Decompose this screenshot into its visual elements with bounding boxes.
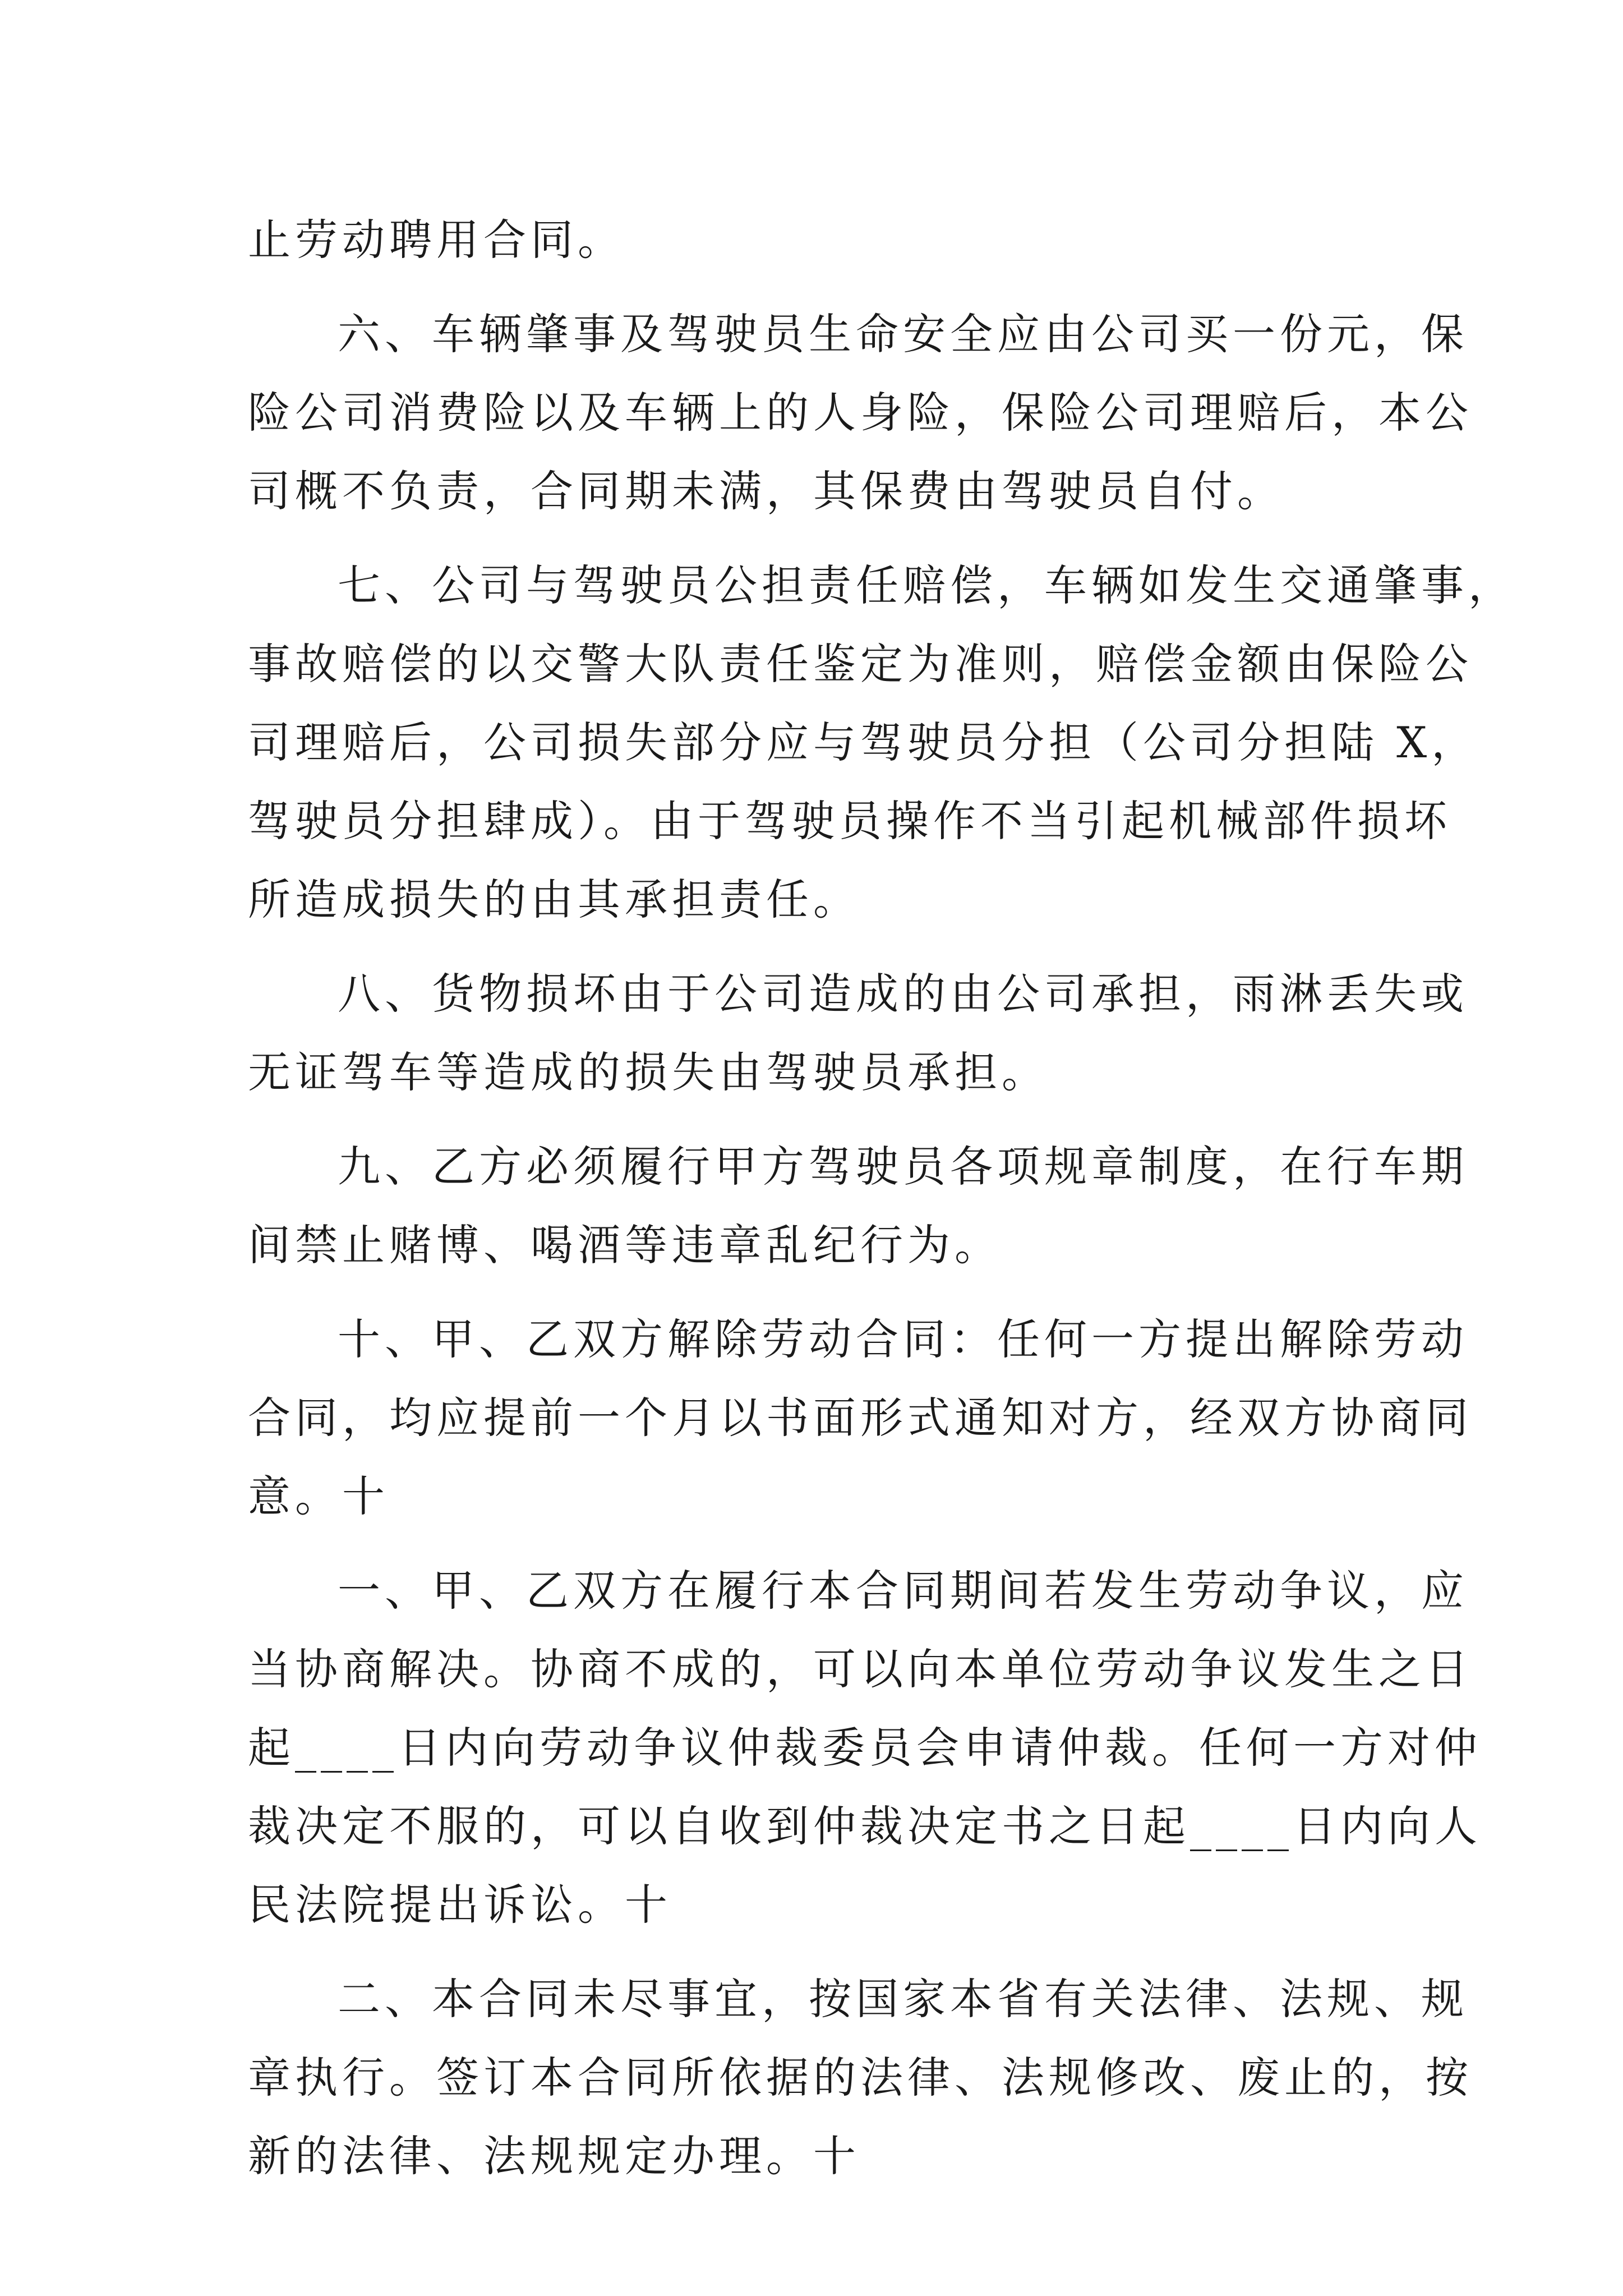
text-line: 六、车辆肇事及驾驶员生命安全应由公司买一份元，保 — [338, 309, 1468, 359]
text-line: 间禁止赌博、喝酒等违章乱纪行为。 — [248, 1220, 1002, 1270]
text-line: 当协商解决。协商不成的，可以向本单位劳动争议发生之日 — [248, 1644, 1473, 1694]
paragraph-clause-8 — [248, 955, 1468, 1112]
text-line: 裁决定不服的，可以自收到仲裁决定书之日起____日内向人 — [248, 1801, 1482, 1851]
text-line: 事故赔偿的以交警大队责任鉴定为准则，赔偿金额由保险公 — [248, 639, 1473, 689]
text-line: 合同，均应提前一个月以书面形式通知对方，经双方协商同 — [248, 1393, 1473, 1443]
text-line: 一、甲、乙双方在履行本合同期间若发生劳动争议，应 — [338, 1566, 1468, 1616]
text-line: 险公司消费险以及车辆上的人身险，保险公司理赔后，本公 — [248, 388, 1473, 438]
paragraph-clause-7 — [248, 546, 1515, 939]
text-line: 意。十 — [248, 1471, 389, 1521]
paragraph-clause-6 — [248, 295, 1473, 531]
text-line: 止劳动聘用合同。 — [248, 215, 625, 265]
text-line: 司概不负责，合同期未满，其保费由驾驶员自付。 — [248, 466, 1284, 516]
text-line: 无证驾车等造成的损失由驾驶员承担。 — [248, 1047, 1049, 1097]
text-line: 九、乙方必须履行甲方驾驶员各项规章制度，在行车期 — [338, 1142, 1468, 1191]
paragraph-clause-9 — [248, 1128, 1468, 1285]
text-line: 司理赔后，公司损失部分应与驾驶员分担（公司分担陆 X， — [248, 717, 1479, 767]
paragraph-clause-11 — [248, 1552, 1482, 1944]
paragraph-clause-12 — [248, 1960, 1473, 2196]
text-line: 章执行。签订本合同所依据的法律、法规修改、废止的，按 — [248, 2053, 1473, 2102]
text-line: 新的法律、法规规定办理。十 — [248, 2131, 860, 2181]
text-line: 驾驶员分担肆成）。由于驾驶员操作不当引起机械部件损坏 — [248, 796, 1451, 846]
paragraph-clause-10 — [248, 1300, 1473, 1536]
text-line: 八、货物损坏由于公司造成的由公司承担，雨淋丢失或 — [338, 969, 1468, 1019]
text-line: 所造成损失的由其承担责任。 — [248, 875, 860, 924]
text-line: 七、公司与驾驶员公担责任赔偿，车辆如发生交通肇事， — [338, 560, 1515, 610]
text-line: 二、本合同未尽事宜，按国家本省有关法律、法规、规 — [338, 1974, 1468, 2024]
text-line: 起____日内向劳动争议仲裁委员会申请仲裁。任何一方对仲 — [248, 1723, 1482, 1773]
text-line: 民法院提出诉讼。十 — [248, 1880, 672, 1930]
text-line: 十、甲、乙双方解除劳动合同：任何一方提出解除劳动 — [338, 1314, 1468, 1364]
document-body — [248, 201, 1515, 2211]
paragraph-continuation — [248, 201, 1381, 279]
